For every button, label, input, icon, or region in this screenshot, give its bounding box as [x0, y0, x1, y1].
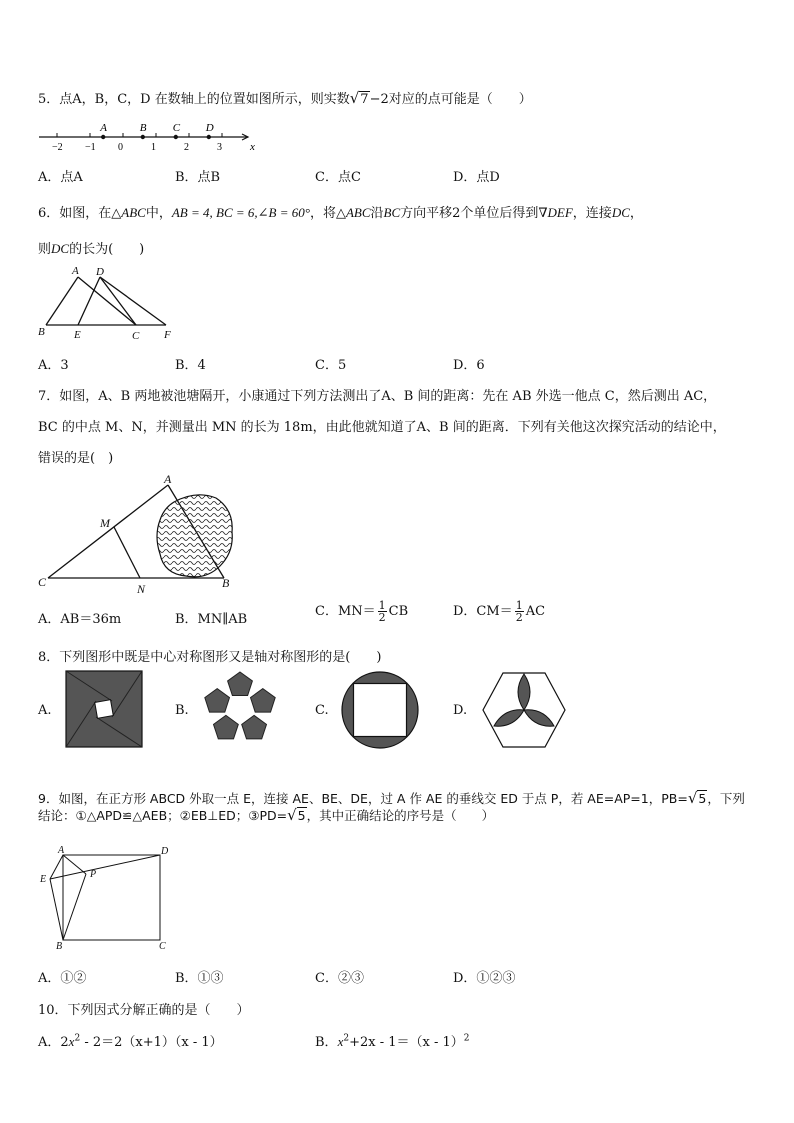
line-be	[50, 879, 63, 940]
line-ba	[46, 277, 78, 325]
label-a: A	[58, 845, 65, 856]
q7-stem-line2: BC 的中点 M、N，并测量出 MN 的长为 18m，由此他就知道了A、B 间的距离．下列有关他这次探究活动的结论中，	[38, 420, 726, 435]
tick-label: 0	[118, 142, 123, 153]
label-b: B	[56, 941, 63, 952]
q9-stem-line2: 结论：①△APD≌△AEB；②EB⊥ED；③PD=√5，其中正确结论的序号是（ ）	[38, 806, 495, 824]
q9-square-figure	[36, 843, 176, 953]
line-mn	[114, 527, 140, 578]
point-dot-c	[174, 135, 178, 139]
label-e: E	[40, 874, 47, 885]
pond-shape	[157, 495, 232, 577]
tick-label: 1	[151, 142, 156, 153]
q7-stem-line3: 错误的是( )	[38, 451, 114, 466]
q5-option-b[interactable]: B．点B	[175, 170, 221, 185]
q8-option-c-figure[interactable]	[340, 670, 420, 750]
point-label-c: C	[172, 122, 181, 134]
point-label-d: D	[205, 122, 214, 134]
q6-option-d[interactable]: D．6	[453, 358, 485, 373]
axis-x-label: x	[250, 141, 255, 153]
q8-option-c-label[interactable]: C.	[315, 703, 329, 718]
point-dot-d	[207, 135, 211, 139]
tick-label: 2	[184, 142, 189, 153]
q9-option-d[interactable]: D．①②③	[453, 971, 516, 986]
q10-option-a[interactable]: A．$2x^2 - 2=2(x+1)(x - 1)$	[38, 1033, 223, 1050]
q7-option-a[interactable]: A．AB＝36m	[38, 612, 122, 627]
label-a: A	[164, 472, 172, 486]
pentagon-shape	[242, 715, 267, 739]
label-b: B	[222, 576, 230, 590]
line-ca	[48, 485, 168, 578]
q8-option-a-label[interactable]: A.	[38, 703, 52, 718]
line-ed	[78, 277, 100, 325]
fraction: $\frac{1}{2}$	[378, 599, 386, 624]
label-p: P	[90, 869, 97, 880]
pentagon-shape	[214, 715, 239, 739]
q9-stem-line1: 9．如图，在正方形 ABCD 外取一点 E，连接 AE、BE、DE，过 A 作 AE 的垂线交 ED 于点 P，若 AE=AP=1，PB=√5，下列	[38, 789, 745, 807]
tick-label: 3	[217, 142, 222, 153]
label-e: E	[74, 329, 81, 341]
q7-option-b[interactable]: B．MN∥AB	[175, 612, 248, 627]
q10-stem: 10．下列因式分解正确的是（ ）	[38, 1003, 250, 1018]
label-n: N	[137, 582, 146, 596]
line-ac	[78, 277, 136, 325]
label-d: D	[96, 266, 104, 278]
label-a: A	[72, 265, 79, 277]
q7-option-c[interactable]: C．MN＝ $\frac{1}{2}$ CB	[315, 599, 409, 624]
label-c: C	[159, 941, 166, 952]
label-c: C	[132, 330, 140, 342]
q6-stem-line1: 6．如图，在△ABC中，AB = 4, BC = 6,∠B = 60°，将△ABC沿BC方向平移2个单位后得到∇DEF，连接DC，	[38, 205, 643, 221]
line-ap	[63, 855, 86, 874]
q10-option-b[interactable]: B．$x^2+2x - 1=(x - 1)^2$	[315, 1033, 470, 1050]
pentagon-shape	[205, 689, 230, 713]
sqrt-symbol: √	[349, 89, 360, 107]
q8-option-b-label[interactable]: B.	[175, 703, 189, 718]
pentagon-shape	[228, 672, 253, 696]
pentagon-shape	[251, 689, 276, 713]
point-label-b: B	[139, 122, 147, 134]
tick-label: −2	[52, 142, 63, 153]
q8-option-d-label[interactable]: D.	[453, 703, 468, 718]
q5-stem: 5．点A，B，C，D 在数轴上的位置如图所示，则实数√7−2对应的点可能是（ ）	[38, 89, 532, 107]
label-b: B	[38, 326, 45, 338]
point-label-a: A	[100, 122, 107, 134]
q8-option-a-figure[interactable]	[65, 670, 143, 748]
q9-option-b[interactable]: B．①③	[175, 971, 224, 986]
q6-option-b[interactable]: B．4	[175, 358, 206, 373]
fraction: $\frac{1}{2}$	[515, 599, 523, 624]
point-dot-a	[101, 135, 105, 139]
tick-label: −1	[85, 142, 96, 153]
q7-option-d[interactable]: D．CM＝ $\frac{1}{2}$ AC	[453, 599, 546, 624]
q5-option-a[interactable]: A．点A	[38, 170, 83, 185]
q8-option-d-figure[interactable]	[482, 670, 566, 750]
q8-stem: 8．下列图形中既是中心对称图形又是轴对称图形的是( )	[38, 650, 382, 665]
label-d: D	[161, 846, 169, 857]
point-dot-b	[141, 135, 145, 139]
q8-option-b-figure[interactable]	[200, 668, 280, 748]
q6-option-c[interactable]: C．5	[315, 358, 347, 373]
line-ed	[50, 855, 160, 879]
q9-option-a[interactable]: A．①②	[38, 971, 87, 986]
q9-option-c[interactable]: C．②③	[315, 971, 364, 986]
line-dc	[100, 277, 136, 325]
q7-pond-figure	[36, 470, 246, 600]
q6-triangle-figure	[36, 265, 186, 345]
label-m: M	[100, 516, 110, 530]
label-f: F	[164, 329, 171, 341]
q5-option-d[interactable]: D．点D	[453, 170, 500, 185]
number-line-figure	[36, 112, 255, 157]
line-df	[100, 277, 166, 325]
line-ae	[50, 855, 63, 879]
q6-option-a[interactable]: A．3	[38, 358, 69, 373]
label-c: C	[38, 575, 47, 589]
q7-stem-line1: 7．如图，A、B 两地被池塘隔开，小康通过下列方法测出了A、B 间的距离：先在 AB 外选一他点 C，然后测出 AC，	[38, 389, 717, 404]
line-pb	[63, 874, 86, 940]
q6-stem-line2: 则DC的长为( )	[38, 241, 145, 257]
q5-option-c[interactable]: C．点C	[315, 170, 361, 185]
